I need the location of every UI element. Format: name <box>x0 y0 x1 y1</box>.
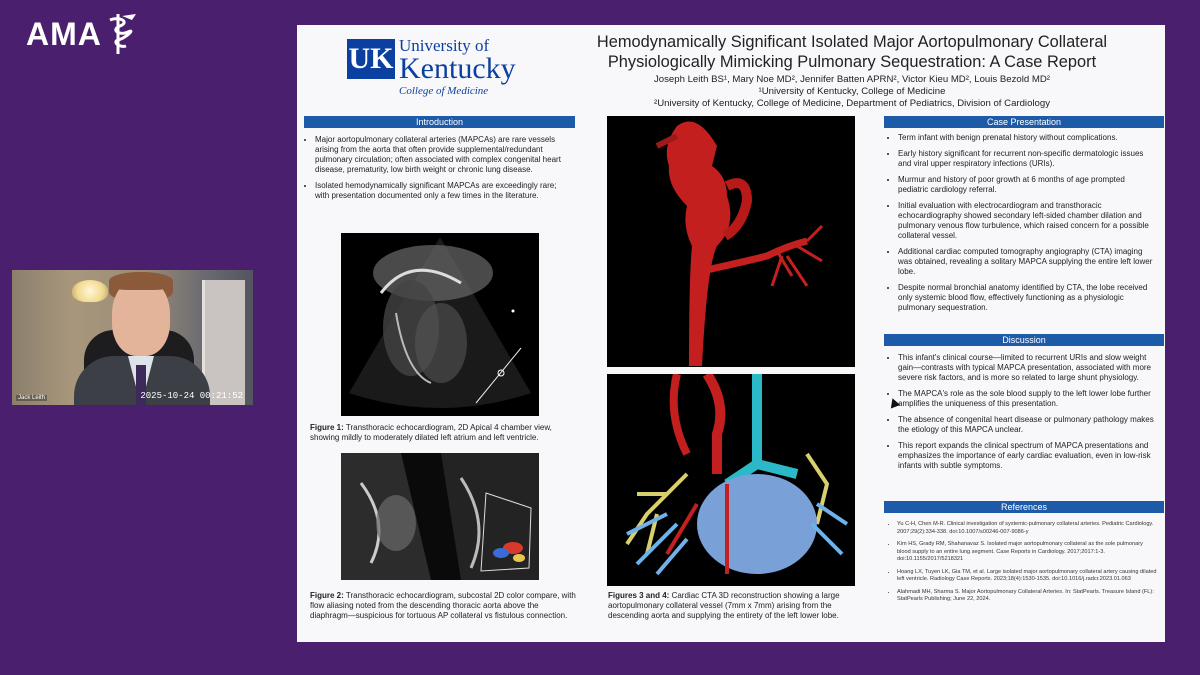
speaker-hair-top <box>109 272 173 290</box>
poster-title-line-1: Hemodynamically Significant Isolated Major Aortopulmonary Collateral <box>596 33 1108 51</box>
poster-affiliation-1: ¹University of Kentucky, College of Medicine <box>758 86 946 97</box>
figure-3-4-label: Figures 3 and 4: <box>608 591 670 600</box>
references-body <box>887 521 1157 609</box>
figure-3-4-caption <box>608 591 858 621</box>
intro-heading: Introduction <box>304 116 575 128</box>
discussion-bullet: • This infant's clinical course—limited to recurrent URIs and slow weight gain—contrasts with typical MAPCA presentation, associated with more severe risk factors, and is more so related to large shunt physiology. <box>898 353 1159 383</box>
logo-line-3: College of Medicine <box>399 85 489 97</box>
case-bullet: • Despite normal bronchial anatomy identified by CTA, the lobe received only systemic blood flow, effectively functioning as a physiologic pulmonary sequestration. <box>898 283 1157 313</box>
figure-3-cta-reconstruction <box>607 116 855 367</box>
poster-title-block <box>567 32 1137 110</box>
participant-name: Jack Leith <box>18 395 46 401</box>
ama-logo-text: AMA <box>26 15 102 52</box>
ama-logo <box>26 12 140 56</box>
figure-1-echo-image <box>341 233 539 416</box>
case-body <box>887 133 1157 319</box>
case-heading: Case Presentation <box>884 116 1164 128</box>
discussion-body <box>887 353 1159 477</box>
intro-body <box>304 135 564 207</box>
intro-bullet: • Major aortopulmonary collateral arteries (MAPCAs) are rare vessels arising from the aorta that often provide supplemental/redundant pulmonary circulation; often associated with complex congenital heart disease, prematurity, low birth weight or chronic lung disease. <box>315 135 564 175</box>
figure-2-caption <box>310 591 578 621</box>
discussion-bullet: • The absence of congenital heart disease or pulmonary pathology makes the etiology of this MAPCA unclear. <box>898 415 1159 435</box>
figure-1-label: Figure 1: <box>310 423 344 432</box>
caduceus-icon <box>106 12 140 56</box>
case-bullet: • Early history significant for recurrent non-specific dermatologic issues and viral upper respiratory infections (URIs). <box>898 149 1157 169</box>
poster-affiliation-2: ²University of Kentucky, College of Medicine, Department of Pediatrics, Division of Cardiology <box>654 98 1050 109</box>
discussion-bullet: • The MAPCA's role as the sole blood supply to the left lower lobe further amplifies the uniqueness of this presentation. <box>898 389 1159 409</box>
case-bullet: • Initial evaluation with electrocardiogram and transthoracic echocardiography showed secondary left-sided chamber dilation and pulmonary venous flow turbulence, which raised concern for a possible collateral vessel. <box>898 201 1157 241</box>
participant-video-tile[interactable] <box>12 270 253 405</box>
reference-item: • Alahmadi MH, Sharma S. Major Aortopulmonary Collateral Arteries. In: StatPearls. Treasure Island (FL): StatPearls Publishing; June 22, 2024. <box>897 589 1157 604</box>
figure-4-cta-reconstruction <box>607 374 855 586</box>
logo-line-1: University of <box>399 36 490 55</box>
figure-3-4-text: Cardiac CTA 3D reconstruction showing a large aortopulmonary collateral vessel (7mm x 7mm) arising from the descending aorta and supplying the entirety of the left lower lobe. <box>608 591 840 620</box>
video-timestamp: 2025-10-24 00:21:52 <box>140 391 243 401</box>
case-bullet: • Term infant with benign prenatal history without complications. <box>898 133 1157 143</box>
case-bullet: • Additional cardiac computed tomography angiography (CTA) imaging was obtained, revealing a solitary MAPCA supplying the entire left lower lobe. <box>898 247 1157 277</box>
references-heading: References <box>884 501 1164 513</box>
poster-authors: Joseph Leith BS¹, Mary Noe MD², Jennifer Batten APRN², Victor Kieu MD², Louis Bezold MD² <box>654 74 1050 85</box>
uk-mark: UK <box>347 39 395 79</box>
case-bullet: • Murmur and history of poor growth at 6 months of age prompted pediatric cardiology referral. <box>898 175 1157 195</box>
figure-1-caption <box>310 423 578 443</box>
intro-bullet: • Isolated hemodynamically significant MAPCAs are exceedingly rare; with presentation documented only a few times in the literature. <box>315 181 564 201</box>
figure-2-echo-image <box>341 453 539 580</box>
discussion-bullet: • This report expands the clinical spectrum of MAPCA presentations and emphasizes the importance of early cardiac evaluation, even in low-risk infants with subtle symptoms. <box>898 441 1159 471</box>
logo-line-2: Kentucky <box>399 52 516 85</box>
figure-2-text: Transthoracic echocardiogram, subcostal 2D color compare, with flow aliasing noted from the descending thoracic aorta above the diaphragm—suspicious for tortuous AP collateral vs fistulous connection. <box>310 591 576 620</box>
reference-item: • Kim HS, Grady RM, Shahanavaz S. Isolated major aortopulmonary collateral as the sole pulmonary blood supply to an entire lung segment. Case Reports in Cardiology. 2017;2017:1-3. doi:10.1155/2017/5218321 <box>897 541 1157 564</box>
discussion-heading: Discussion <box>884 334 1164 346</box>
lamp <box>72 280 108 302</box>
reference-item: • Yu C-H, Chen M-R. Clinical investigation of systemic-pulmonary collateral arteries. Pediatric Cardiology. 2007;29(2):334-338. doi:10.1007/s00246-007-9086-y <box>897 521 1157 536</box>
poster-title-line-2: Physiologically Mimicking Pulmonary Sequestration: A Case Report <box>607 53 1097 71</box>
figure-2-label: Figure 2: <box>310 591 344 600</box>
reference-item: • Hoang LX, Tuyen LK, Gia TM, et al. Large isolated major aortopulmonary collateral artery causing dilated left ventricle. Radiology Case Reports. 2023;18(4):1530-1535. doi:10.1016/j.radcr.2023.01.063 <box>897 569 1157 584</box>
research-poster <box>297 25 1165 642</box>
university-logo <box>347 37 516 97</box>
figure-1-text: Transthoracic echocardiogram, 2D Apical 4 chamber view, showing mildly to moderately dilated left atrium and left ventricle. <box>310 423 552 442</box>
